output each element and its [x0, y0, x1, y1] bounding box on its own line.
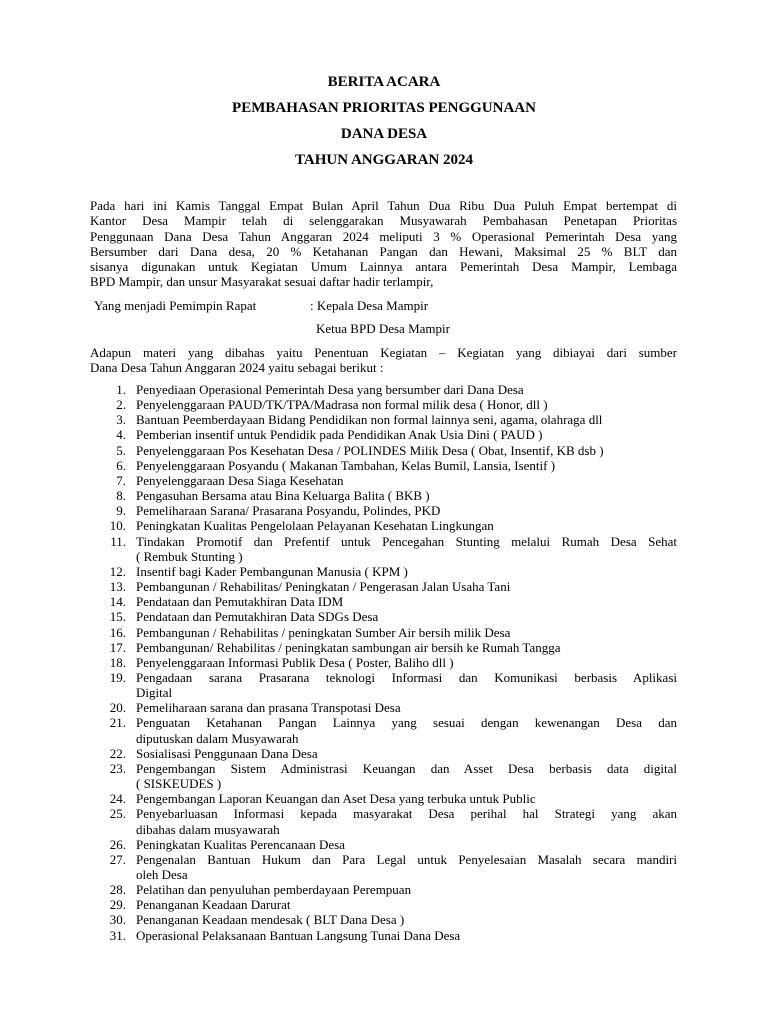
- list-item-number: 15.: [109, 609, 126, 625]
- list-item: [0, 564, 677, 579]
- list-item-text: Penguatan Ketahanan Pangan Lainnya yang sesuai dengan kewenangan Desa dan: [136, 715, 677, 731]
- list-item: [0, 928, 677, 943]
- intro-line: Penggunaan Dana Desa Tahun Anggaran 2024 meliputi 3 % Operasional Pemerintah Desa yang: [90, 228, 677, 244]
- materi-line: Dana Desa Tahun Anggaran 2024 yaitu sebagai berikut :: [90, 360, 384, 376]
- list-item-text: Penyelenggaraan Pos Kesehatan Desa / POLINDES Milik Desa ( Obat, Insentif, KB dsb ): [136, 442, 604, 458]
- list-item-text: Pengenalan Bantuan Hukum dan Para Legal untuk Penyelesaian Masalah secara mandiri: [136, 851, 677, 867]
- list-item: [0, 382, 677, 397]
- list-item-number: 10.: [109, 518, 126, 534]
- list-item-text: Operasional Pelaksanaan Bantuan Langsung Tunai Dana Desa: [136, 927, 461, 943]
- list-item-text: Pembangunan/ Rehabilitas / peningkatan sambungan air bersih ke Rumah Tangga: [136, 639, 561, 655]
- list-item-number: 5.: [116, 442, 126, 458]
- list-item-number: 20.: [109, 700, 126, 716]
- list-item-text: Insentif bagi Kader Pembangunan Manusia ( KPM ): [136, 563, 408, 579]
- list-item-text: Pengasuhan Bersama atau Bina Keluarga Balita ( BKB ): [136, 488, 430, 504]
- list-item: [0, 579, 677, 594]
- list-item-number: 9.: [116, 503, 126, 519]
- list-item-number: 21.: [109, 715, 126, 731]
- list-item-text: dibahas dalam musyawarah: [136, 821, 280, 837]
- list-item: [0, 534, 677, 564]
- list-item-number: 19.: [109, 669, 126, 685]
- list-item: [0, 412, 677, 427]
- list-item-text: Penyelenggaraan PAUD/TK/TPA/Madrasa non formal milik desa ( Honor, dll ): [136, 397, 548, 413]
- list-item-number: 11.: [110, 533, 126, 549]
- list-item-text: ( SISKEUDES ): [136, 776, 222, 792]
- list-item-text: Penyelenggaraan Posyandu ( Makanan Tambahan, Kelas Bumil, Lansia, Isentif ): [136, 457, 556, 473]
- list-item-text: ( Rembuk Stunting ): [136, 548, 243, 564]
- list-item: [0, 655, 677, 670]
- list-item-number: 13.: [109, 579, 126, 595]
- list-item: [0, 640, 677, 655]
- list-item-text: Penanganan Keadaan mendesak ( BLT Dana Desa ): [136, 912, 405, 928]
- list-item: [0, 503, 677, 518]
- list-item: [0, 473, 677, 488]
- intro-paragraph: [90, 198, 677, 290]
- list-item-text: Pemeliharaan Sarana/ Prasarana Posyandu, Polindes, PKD: [136, 503, 441, 519]
- list-item: [0, 427, 677, 442]
- pemimpin-rapat-value-2: Ketua BPD Desa Mampir: [316, 321, 450, 336]
- list-item: [0, 897, 677, 912]
- list-item: [0, 837, 677, 852]
- list-item-number: 25.: [109, 806, 126, 822]
- list-item: [0, 912, 677, 927]
- intro-line: BPD Mampir, dan unsur Masyarakat sesuai daftar hadir terlampir,: [90, 274, 434, 290]
- intro-line: Kantor Desa Mampir telah di selenggarakan Musyawarah Pembahasan Penetapan Prioritas: [90, 213, 677, 229]
- list-item: [0, 715, 677, 745]
- list-item-number: 30.: [109, 912, 126, 928]
- materi-line: Adapun materi yang dibahas yaitu Penentuan Kegiatan – Kegiatan yang dibiayai dari sumber: [90, 345, 677, 360]
- list-item: [0, 746, 677, 761]
- list-item-text: Pendataan dan Pemutakhiran Data SDGs Desa: [136, 609, 379, 625]
- list-item-number: 6.: [116, 457, 126, 473]
- list-item-number: 31.: [109, 927, 126, 943]
- list-item-number: 4.: [116, 427, 126, 443]
- list-item-text: Penanganan Keadaan Darurat: [136, 897, 291, 913]
- list-item-number: 27.: [109, 851, 126, 867]
- doc-subtitle-dana-desa: DANA DESA: [340, 126, 428, 142]
- list-item-text: Pemberian insentif untuk Pendidik pada Pendidikan Anak Usia Dini ( PAUD ): [136, 427, 543, 443]
- pemimpin-rapat-value: : Kepala Desa Mampir: [310, 298, 429, 313]
- list-item-number: 14.: [109, 594, 126, 610]
- list-item-number: 3.: [116, 412, 126, 428]
- materi-paragraph: [90, 345, 677, 376]
- list-item-text: Sosialisasi Penggunaan Dana Desa: [136, 745, 318, 761]
- list-item-number: 16.: [109, 624, 126, 640]
- list-item: [0, 594, 677, 609]
- doc-title: BERITA ACARA: [327, 74, 441, 90]
- list-item-text: diputuskan dalam Musyawarah: [136, 730, 299, 746]
- list-item-text: Pembangunan / Rehabilitas/ Peningkatan / Pengerasan Jalan Usaha Tani: [136, 579, 511, 595]
- list-item: [0, 761, 677, 791]
- list-item: [0, 700, 677, 715]
- list-item-number: 26.: [109, 836, 126, 852]
- list-item: [0, 518, 677, 533]
- list-item-text: Penyebarluasan Informasi kepada masyarakat Desa perihal hal Strategi yang akan: [136, 806, 677, 822]
- list-item-text: oleh Desa: [136, 867, 188, 882]
- list-item: [0, 443, 677, 458]
- list-item-text: Penyelenggaraan Desa Siaga Kesehatan: [136, 472, 344, 488]
- list-item: [0, 609, 677, 624]
- list-item: [0, 806, 677, 836]
- list-item-text: Tindakan Promotif dan Prefentif untuk Pencegahan Stunting melalui Rumah Desa Sehat: [136, 533, 677, 549]
- list-item-number: 17.: [109, 639, 126, 655]
- list-item-text: Digital: [136, 685, 173, 701]
- list-item: [0, 458, 677, 473]
- list-item-number: 18.: [109, 654, 126, 670]
- doc-subtitle-year: TAHUN ANGGARAN 2024: [294, 152, 474, 168]
- intro-line: Pada hari ini Kamis Tanggal Empat Bulan April Tahun Dua Ribu Dua Puluh Empat bertempat di: [90, 198, 677, 213]
- intro-line: sisanya digunakan untuk Kegiatan Umum Lainnya antara Pemerintah Desa Mampir, Lembaga: [90, 259, 677, 275]
- doc-subtitle: PEMBAHASAN PRIORITAS PENGGUNAAN: [232, 100, 536, 116]
- list-item-number: 7.: [116, 472, 126, 488]
- list-item-number: 8.: [116, 488, 126, 504]
- list-item-number: 2.: [116, 397, 126, 413]
- list-item-text: Pembangunan / Rehabilitas / peningkatan Sumber Air bersih milik Desa: [136, 624, 511, 640]
- list-item-number: 29.: [109, 897, 126, 913]
- list-item-text: Penyelenggaraan Informasi Publik Desa ( Poster, Baliho dll ): [136, 654, 454, 670]
- list-item-text: Peningkatan Kualitas Perencanaan Desa: [136, 836, 346, 852]
- list-item-text: Penyediaan Operasional Pemerintah Desa yang bersumber dari Dana Desa: [136, 382, 524, 397]
- list-item: [0, 882, 677, 897]
- list-item-number: 24.: [109, 791, 126, 807]
- list-item-text: Pelatihan dan penyuluhan pemberdayaan Perempuan: [136, 882, 412, 898]
- list-item-number: 23.: [109, 760, 126, 776]
- list-item: [0, 488, 677, 503]
- list-item: [0, 791, 677, 806]
- list-item-number: 12.: [109, 563, 126, 579]
- intro-line: Bersumber dari Dana desa, 20 % Ketahanan Pangan dan Hewani, Maksimal 25 % BLT dan: [90, 243, 677, 259]
- list-item-text: Pemeliharaan sarana dan prasana Transpotasi Desa: [136, 700, 401, 716]
- list-item-text: Pengadaan sarana Prasarana teknologi Informasi dan Komunikasi berbasis Aplikasi: [136, 669, 677, 685]
- pemimpin-rapat-label: Yang menjadi Pemimpin Rapat: [94, 298, 257, 313]
- list-item: [0, 852, 677, 882]
- list-item-number: 28.: [109, 882, 126, 898]
- list-item: [0, 670, 677, 700]
- list-item: [0, 625, 677, 640]
- list-item-text: Pengembangan Sistem Administrasi Keuangan dan Asset Desa berbasis data digital: [136, 760, 677, 776]
- list-item-number: 1.: [116, 382, 126, 397]
- list-item-text: Pendataan dan Pemutakhiran Data IDM: [136, 594, 344, 610]
- list-item-number: 22.: [109, 745, 126, 761]
- list-item-text: Peningkatan Kualitas Pengelolaan Pelayanan Kesehatan Lingkungan: [136, 518, 494, 534]
- kegiatan-list: [0, 382, 768, 943]
- list-item: [0, 397, 677, 412]
- list-item-text: Pengembangan Laporan Keuangan dan Aset Desa yang terbuka untuk Public: [136, 791, 536, 807]
- list-item-text: Bantuan Peemberdayaan Bidang Pendidikan non formal lainnya seni, agama, olahraga dll: [136, 412, 603, 428]
